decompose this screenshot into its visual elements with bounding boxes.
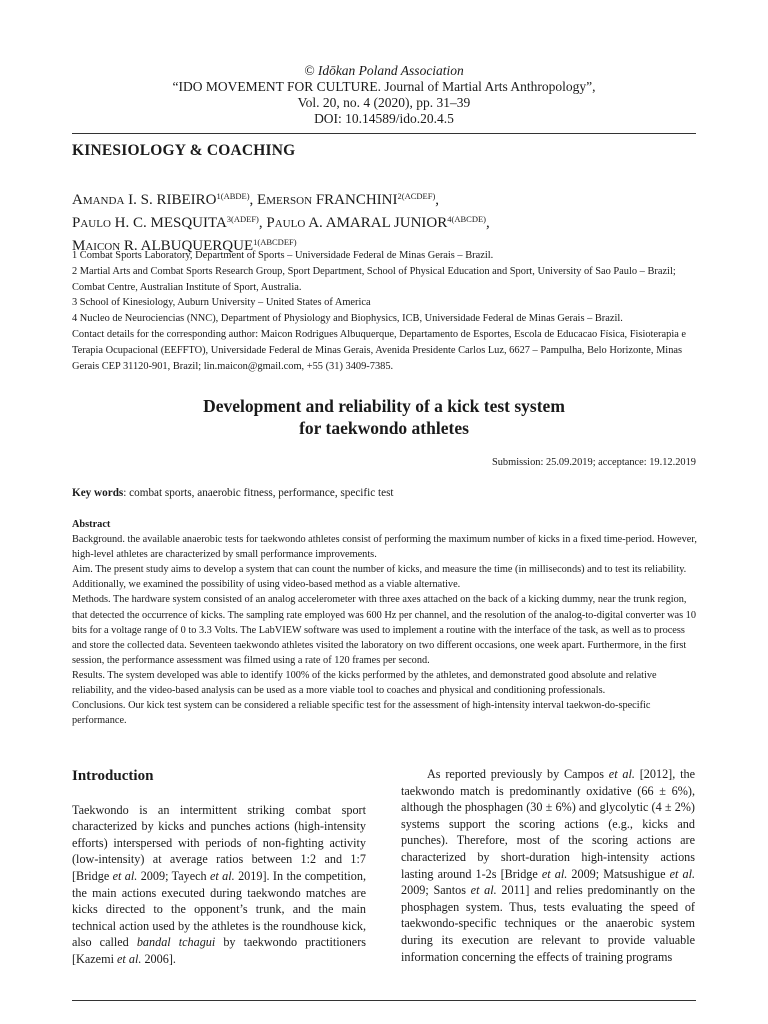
footer-rule [72, 1000, 696, 1001]
left-column [72, 766, 366, 968]
abstract-conclusions: Conclusions. Our kick test system can be considered a reliable specific test for the assessment of high-intensity interval taekwon-do-specific performance. [72, 700, 651, 727]
introduction-heading: Introduction [72, 768, 154, 784]
doi-line: DOI: 10.14589/ido.20.4.5 [314, 111, 454, 126]
body-paragraph: Taekwondo is an intermittent striking combat sport characterized by kicks and punches actions (high-intensity efforts) interspersed with periods of non-fighting activity (low-intensity) at average ratios between 1:2 and 1:7 [Bridge et al. 2009; Tayech et al. 2019]. In the competition, the main actions executed during taekwondo matches are kicks directed to the opponent’s trunk, and the main technical action used by the athletes is the roundhouse kick, also called bandal tchagui by taekwondo practitioners [Kazemi et al. 2006]. [72, 802, 367, 966]
right-column [401, 766, 695, 965]
keywords-text: : combat sports, anaerobic fitness, performance, specific test [123, 487, 394, 499]
abstract-heading: Abstract [72, 519, 111, 530]
journal-name: “IDO MOVEMENT FOR CULTURE. Journal of Martial Arts Anthropology”, [172, 79, 596, 94]
paper-title: Development and reliability of a kick test system for taekwondo athletes [203, 396, 565, 438]
abstract [72, 517, 698, 728]
affiliation-item: 2 Martial Arts and Combat Sports Research Group, Sport Department, School of Physical Education and Sport, University of Sao Paulo – Brazil; Combat Centre, Australian Institute of Sport, Australia. [72, 265, 676, 293]
affiliation-item: 3 School of Kinesiology, Auburn University – United States of America [72, 297, 371, 309]
author: Amanda I. S. $RIBEIRO^{1(ABDE)}$, [72, 191, 258, 208]
author: Paulo A. AMARAL $JUNIOR^{4(ABCDE)}$, [266, 214, 490, 231]
keywords [72, 487, 696, 499]
affiliation-item: 1 Combat Sports Laboratory, Department of Sports – Universidade Federal de Minas Gerais – Brazil. [72, 250, 494, 261]
section-heading: KINESIOLOGY & COACHING [72, 142, 296, 159]
corresponding-author: Contact details for the corresponding author: Maicon Rodrigues Albuquerque, Departamento de Esportes, Escola de Educacao Física, Fisioterapia e Terapia Ocupacional (EEFFTO), Universidade Federal de Minas Gerais, Avenida Presidente Carlos Luz, 6627 – Pampulha, Belo Horizonte, Minas Gerais CEP 31120-901, Brazil; lin.maicon@gmail.com, +55 (31) 3409-7385. [72, 328, 687, 372]
abstract-methods: Methods. The hardware system consisted of an analog accelerometer with three axes attached on the back of a kicking dummy, near the trunk region, that detected the occurrence of kicks. The sampling rate employed was 600 Hz per channel, and the resolution of the analog-to-digital converter was 10 bits for a voltage range of 0 to 3.3 Volts. The LabVIEW software was used to implement a routine with the interface of the task, as well as to process and store the collected data. Seventeen taekwondo athletes visited the laboratory on two different occasions, one week apart. Furthermore, in the first session, the performance assessment was filmed using a rate of 120 frames per second. [72, 594, 696, 666]
abstract-background: Background. the available anaerobic tests for taekwondo athletes consist of performing the maximum number of kicks in a fixed time-period. However, high-level athletes are characterized by small performance improvements. [72, 534, 697, 561]
author: Emerson $FRANCHINI^{2(ACDEF)}$, [257, 191, 440, 208]
author-list [72, 187, 712, 256]
abstract-aim: Aim. The present study aims to develop a system that can count the number of kicks, and measure the time (in milliseconds) and to test its reliability. Additionally, we examined the possibility of using video-based method as a viable alternative. [72, 564, 687, 591]
affiliation-item: 4 Nucleo de Neurociencias (NNC), Department of Physiology and Biophysics, ICB, Universidade Federal de Minas Gerais – Brazil. [72, 313, 623, 325]
body-paragraph: As reported previously by Campos et al. [2012], the taekwondo match is predominantly oxidative (66 ± 6%), although the phosphagen (30 ± 6%) and glycolytic (4 ± 2%) systems support the scoring actions (e.g., kicks and punches). Therefore, most of the scoring actions are characterized by short-duration high-intensity actions lasting around 1-2s [Bridge et al. 2009; Matsushigue et al. 2009; Santos et al. 2011] and relies predominantly on the phosphagen system. Thus, tests evaluating the speed of taekwondo-specific techniques or the anaerobic system during its execution are relevant to provide valuable information concerning the effects of training programs [401, 767, 696, 964]
affiliations [72, 248, 702, 374]
submission-dates: Submission: 25.09.2019; acceptance: 19.12.2019 [491, 457, 696, 468]
keywords-label: Key words [72, 487, 124, 499]
volume-line: Vol. 20, no. 4 (2020), pp. 31–39 [297, 95, 471, 110]
author: Paulo H. C. $MESQUITA^{3(ADEF)}$, [72, 214, 267, 231]
header-rule [72, 133, 696, 134]
copyright-line: © Idōkan Poland Association [304, 63, 464, 78]
journal-header [72, 63, 696, 127]
abstract-results: Results. The system developed was able to identify 100% of the kicks performed by the athletes, and demonstrated good absolute and relative reliability, and the video-based analysis can be used as a more viable tool to coaches and physical and conditioning professionals. [72, 669, 657, 697]
author: Maicon R. $ALBUQUERQUE^{1(ABCDEF)}$ [72, 237, 297, 254]
